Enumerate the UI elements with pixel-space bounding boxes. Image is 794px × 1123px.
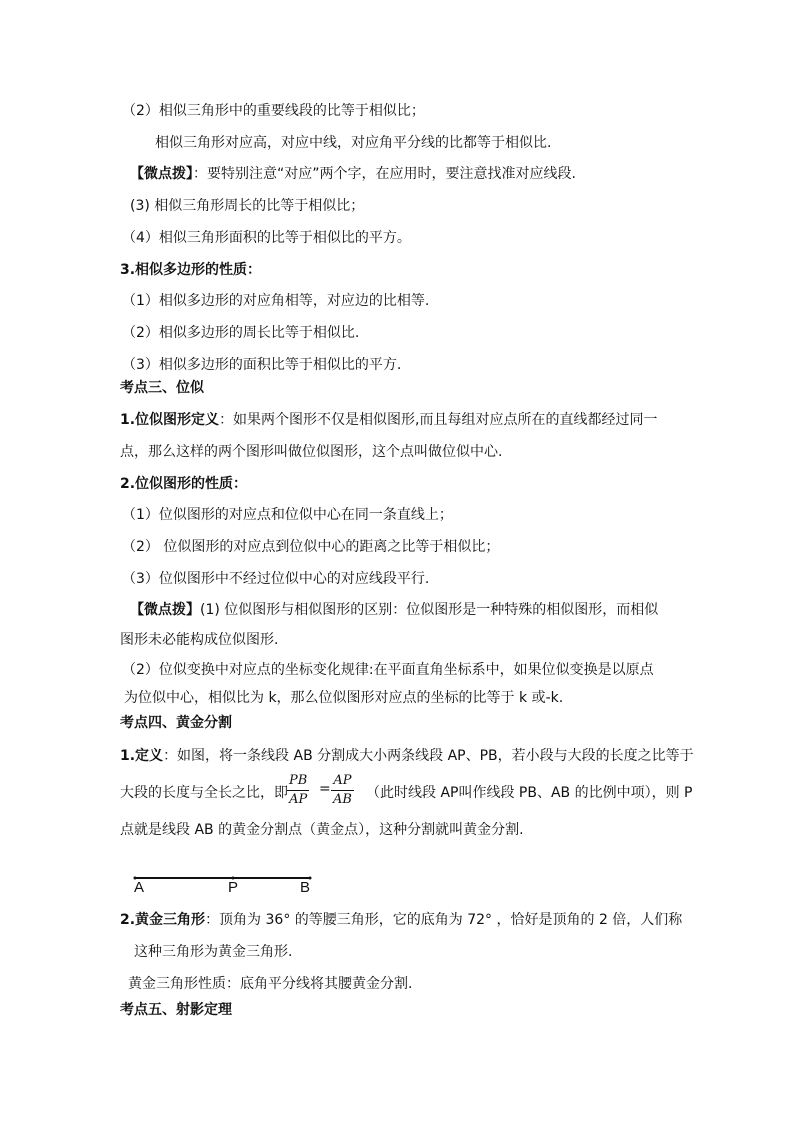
- text-line: （3）相似多边形的面积比等于相似比的平方.: [122, 357, 402, 373]
- text-line: 为位似中心，相似比为 k，那么位似图形对应点的坐标的比等于 k 或-k.: [124, 690, 564, 706]
- tip-text: (1) 位似图形与相似图形的区别：位似图形是一种特殊的相似图形，而相似: [200, 602, 659, 618]
- text-line: （2）相似三角形中的重要线段的比等于相似比；: [122, 103, 425, 119]
- text-line: 黄金三角形性质：底角平分线将其腰黄金分割.: [128, 976, 413, 992]
- section-heading: 3.相似多边形的性质：: [120, 262, 262, 278]
- section-heading: 考点五、射影定理: [120, 1002, 232, 1018]
- fraction-numerator: AP: [331, 772, 354, 791]
- text-line: （2）相似多边形的周长比等于相似比.: [122, 325, 360, 341]
- section-heading: 考点四、黄金分割: [120, 715, 232, 731]
- text-line: [120, 746, 694, 766]
- text-line: 这种三角形为黄金三角形.: [134, 944, 293, 960]
- point-label-a: A: [134, 879, 145, 896]
- fraction-numerator: PB: [287, 772, 309, 791]
- segment-ab: [130, 872, 320, 884]
- text-line: （3）位似图形中不经过位似中心的对应线段平行.: [122, 571, 430, 587]
- text-line: [130, 164, 576, 184]
- text-line: 点就是线段 AB 的黄金分割点（黄金点），这种分割就叫黄金分割.: [120, 822, 524, 838]
- term-text: ：如图，将一条线段 AB 分割成大小两条线段 AP、PB，若小段与大段的长度之比等于: [163, 748, 694, 764]
- text-line: [120, 410, 658, 430]
- tip-label: 【微点拨】: [130, 166, 193, 182]
- fraction-ap-over-ab: [331, 772, 354, 809]
- text-line: (3) 相似三角形周长的比等于相似比；: [130, 198, 365, 214]
- fraction-denominator: AP: [289, 792, 308, 807]
- text-line: （1）位似图形的对应点和位似中心在同一条直线上；: [122, 507, 453, 523]
- term-text: ：如果两个图形不仅是相似图形,而且每组对应点所在的直线都经过同一: [219, 412, 658, 428]
- text-line: （1）相似多边形的对应角相等，对应边的比相等.: [122, 293, 430, 309]
- equals-sign: =: [319, 781, 331, 797]
- text-line: （此时线段 AP叫作线段 PB、AB 的比例中项），则 P: [366, 785, 693, 801]
- tip-label: 【微点拨】: [130, 602, 200, 618]
- point-label-b: B: [300, 879, 311, 896]
- term-label: 1.位似图形定义: [120, 412, 220, 428]
- text-line: 大段的长度与全长之比，即: [120, 785, 288, 801]
- tip-text: ：要特别注意“对应”两个字，在应用时，要注意找准对应线段.: [193, 166, 576, 182]
- term-text: ：顶角为 36° 的等腰三角形，它的底角为 72° ，恰好是顶角的 2 倍，人们称: [205, 912, 683, 928]
- fraction-pb-over-ap: [287, 772, 309, 809]
- term-label: 1.定义: [120, 748, 164, 764]
- text-line: （2） 位似图形的对应点到位似中心的距离之比等于相似比；: [122, 539, 500, 555]
- text-line: 图形未必能构成位似图形.: [120, 632, 279, 648]
- text-line: [120, 910, 682, 930]
- point-label-p: P: [228, 879, 239, 896]
- term-label: 2.黄金三角形: [120, 912, 206, 928]
- fraction-denominator: AB: [333, 792, 352, 807]
- text-line: [130, 600, 658, 620]
- text-line: （2）位似变换中对应点的坐标变化规律:在平面直角坐标系中，如果位似变换是以原点: [122, 662, 654, 678]
- text-line: （4）相似三角形面积的比等于相似比的平方。: [122, 230, 411, 246]
- text-line: 点，那么这样的两个图形叫做位似图形，这个点叫做位似中心.: [120, 444, 503, 460]
- section-heading: 2.位似图形的性质：: [120, 476, 248, 492]
- section-heading: 考点三、位似: [120, 380, 204, 396]
- text-line: 相似三角形对应高，对应中线，对应角平分线的比都等于相似比.: [155, 135, 552, 151]
